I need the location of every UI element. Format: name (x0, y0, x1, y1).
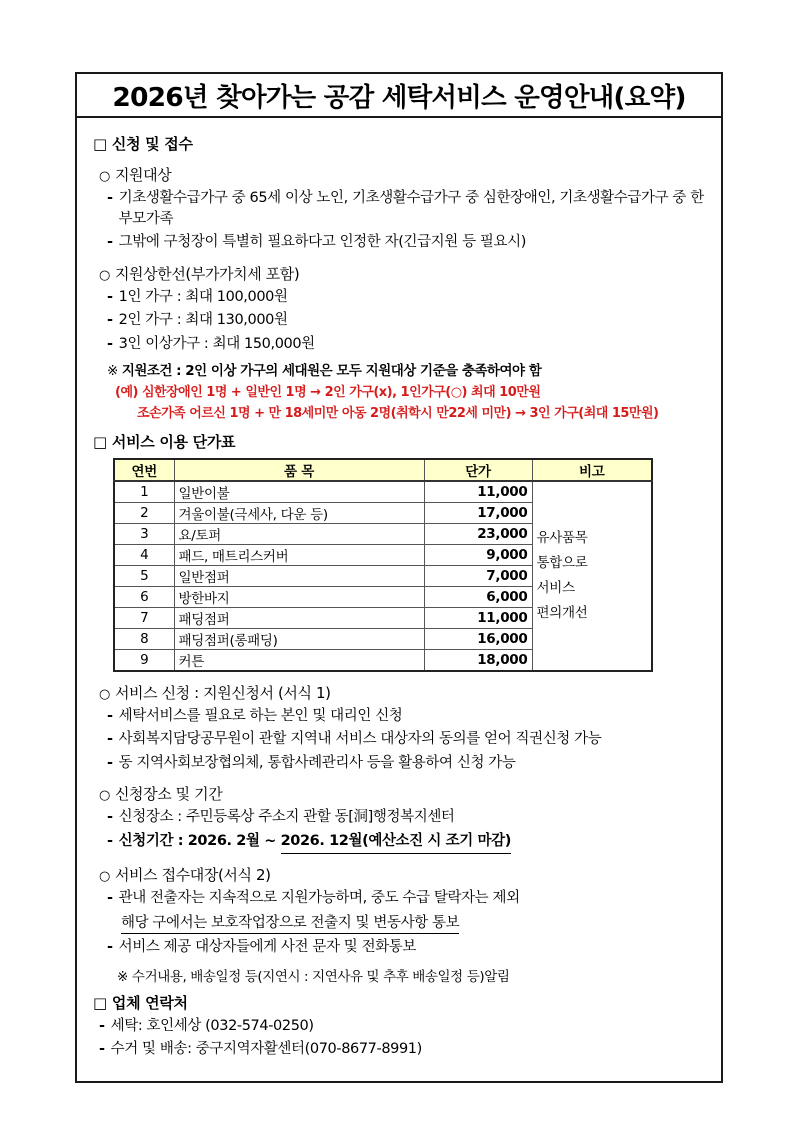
reception-note (117, 965, 705, 985)
list-item (107, 310, 705, 331)
column-header-price: 단가 (424, 459, 532, 481)
table-row (114, 481, 652, 503)
cell-item: 패드, 매트리스커버 (174, 544, 424, 565)
subsection-heading-place-period (99, 783, 705, 804)
cell-price: 11,000 (424, 607, 532, 628)
list-item-text: 동 지역사회보장협의체, 통합사례관리사 등을 활용하여 신청 가능 (118, 754, 516, 771)
dash-bullet-icon: - (107, 288, 113, 305)
square-bullet-icon: □ (93, 135, 107, 153)
cell-no: 1 (114, 481, 174, 503)
place-value: 주민등록상 주소지 관할 동[洞]행정복지센터 (185, 809, 455, 826)
reception-note-text: 수거내용, 배송일정 등(지연시 : 지연사유 및 추후 배송일정 등)알림 (131, 968, 510, 985)
contact-item (99, 1039, 705, 1060)
cell-no: 4 (114, 544, 174, 565)
contact-item-text: 세탁: 호인세상 (032-574-0250) (110, 1017, 314, 1034)
cell-price: 7,000 (424, 565, 532, 586)
list-item-text: 세탁서비스를 필요로 하는 본인 및 대리인 신청 (118, 707, 403, 724)
list-item-text: 1인 가구 : 최대 100,000원 (118, 288, 288, 305)
dash-bullet-icon: - (107, 707, 113, 724)
list-item-text: 기초생활수급가구 중 65세 이상 노인, 기초생활수급가구 중 심한장애인, 기초생활수급가구 중 한부모가족 (118, 190, 704, 227)
list-item-text: 그밖에 구청장이 특별히 필요하다고 인정한 자(긴급지원 등 필요시) (118, 234, 526, 251)
list-item (107, 232, 705, 253)
cell-price: 11,000 (424, 481, 532, 503)
cell-note-merged (532, 481, 652, 671)
cell-no: 9 (114, 649, 174, 671)
cell-no: 5 (114, 565, 174, 586)
period-text (119, 831, 705, 854)
square-bullet-icon: □ (93, 993, 107, 1012)
cell-item: 패딩점퍼 (174, 607, 424, 628)
note-line-1: 유사품목 (536, 529, 588, 546)
list-item-period (107, 831, 705, 854)
cell-no: 7 (114, 607, 174, 628)
cell-no: 8 (114, 628, 174, 649)
cell-price: 9,000 (424, 544, 532, 565)
dash-bullet-icon: - (107, 190, 113, 206)
dash-bullet-icon: - (107, 833, 113, 850)
dash-bullet-icon: - (99, 1041, 105, 1058)
section-heading-contacts (93, 992, 705, 1013)
dash-bullet-icon: - (107, 234, 113, 251)
document-body (77, 118, 721, 1060)
section-heading-price-table (93, 431, 705, 452)
note-line-4: 편의개선 (536, 604, 588, 621)
subsection-heading-limit-label: 지원상한선(부가가치세 포함) (114, 264, 300, 283)
cell-price: 18,000 (424, 649, 532, 671)
cell-no: 6 (114, 586, 174, 607)
cell-item: 일반점퍼 (174, 565, 424, 586)
price-table-wrapper (113, 458, 705, 672)
cell-price: 23,000 (424, 523, 532, 544)
section-heading-price-table-label: 서비스 이용 단가표 (111, 432, 236, 451)
dash-bullet-icon: - (107, 939, 113, 956)
document-frame (75, 72, 723, 1083)
list-item-text: 관내 전출자는 지속적으로 지원가능하며, 중도 수급 탈락자는 제외 (118, 889, 520, 906)
reception-sub-note (121, 911, 705, 934)
list-item (107, 753, 705, 774)
limit-example-block (115, 383, 705, 423)
reception-sub-note-text: 해당 구에서는 보호작업장으로 전출지 및 변동사항 통보 (121, 911, 459, 934)
price-table (113, 458, 653, 672)
dash-bullet-icon: - (107, 335, 113, 352)
list-item (107, 807, 705, 828)
list-item-text (119, 807, 705, 828)
dash-bullet-icon: - (107, 809, 113, 826)
reference-mark-icon: ※ (117, 968, 128, 985)
subsection-heading-place-period-label: 신청장소 및 기간 (114, 785, 223, 804)
document-title-bar (77, 74, 721, 118)
table-header-row (114, 459, 652, 481)
cell-no: 3 (114, 523, 174, 544)
note-line-3: 서비스 (536, 579, 575, 596)
list-item-text: 서비스 제공 대상자들에게 사전 문자 및 전화통보 (118, 939, 417, 956)
subsection-heading-reception (99, 864, 705, 885)
subsection-heading-limit (99, 263, 705, 284)
subsection-heading-target (99, 164, 705, 185)
list-item (107, 188, 705, 229)
circle-bullet-icon: ○ (99, 788, 110, 804)
dash-bullet-icon: - (107, 731, 113, 748)
cell-item: 일반이불 (174, 481, 424, 503)
cell-price: 16,000 (424, 628, 532, 649)
dash-bullet-icon: - (107, 312, 113, 329)
circle-bullet-icon: ○ (99, 686, 110, 702)
period-prefix: 신청기간 : 2026. 2월 ~ (118, 833, 281, 850)
list-item (107, 729, 705, 750)
circle-bullet-icon: ○ (99, 169, 110, 184)
column-header-note: 비고 (532, 459, 652, 481)
cell-item: 방한바지 (174, 586, 424, 607)
note-line-2: 통합으로 (536, 554, 588, 571)
circle-bullet-icon: ○ (99, 267, 110, 283)
list-item-text: 3인 이상가구 : 최대 150,000원 (118, 335, 315, 352)
circle-bullet-icon: ○ (99, 868, 110, 884)
subsection-heading-service-request (99, 682, 705, 703)
limit-example-line-2: 조손가족 어르신 1명 + 만 18세미만 아동 2명(취학시 만22세 미만) → 3인 가구(최대 15만원) (137, 405, 659, 421)
column-header-no: 연번 (114, 459, 174, 481)
list-item (107, 888, 705, 909)
subsection-heading-target-label: 지원대상 (114, 166, 172, 184)
column-header-item: 품 목 (174, 459, 424, 481)
page-title: 2026년 찾아가는 공감 세탁서비스 운영안내(요약) (112, 82, 686, 113)
limit-condition-text: 지원조건 : 2인 이상 가구의 세대원은 모두 지원대상 기준을 충족하여야 함 (121, 363, 542, 380)
list-item-text: 사회복지담당공무원이 관할 지역내 서비스 대상자의 동의를 얻어 직권신청 가능 (118, 731, 602, 748)
limit-example-line-1: (예) 심한장애인 1명 + 일반인 1명 → 2인 가구(x), 1인가구(○) 최대 10만원 (115, 385, 541, 401)
section-heading-application-label: 신청 및 접수 (111, 135, 193, 153)
cell-item: 패딩점퍼(롱패딩) (174, 628, 424, 649)
cell-price: 17,000 (424, 502, 532, 523)
contact-item (99, 1016, 705, 1037)
dash-bullet-icon: - (107, 889, 113, 906)
dash-bullet-icon: - (99, 1017, 105, 1034)
subsection-heading-service-request-label: 서비스 신청 : 지원신청서 (서식 1) (114, 683, 331, 702)
square-bullet-icon: □ (93, 432, 107, 451)
list-item (107, 334, 705, 355)
dash-bullet-icon: - (107, 754, 113, 771)
limit-condition-note (107, 359, 705, 379)
subsection-heading-reception-label: 서비스 접수대장(서식 2) (114, 865, 271, 884)
list-item-text: 2인 가구 : 최대 130,000원 (118, 312, 288, 329)
section-heading-contacts-label: 업체 연락처 (111, 993, 188, 1012)
cell-no: 2 (114, 502, 174, 523)
list-item (107, 706, 705, 727)
cell-price: 6,000 (424, 586, 532, 607)
place-label: 신청장소 : (118, 809, 186, 826)
reference-mark-icon: ※ (107, 363, 118, 380)
cell-item: 겨울이불(극세사, 다운 등) (174, 502, 424, 523)
cell-item: 커튼 (174, 649, 424, 671)
list-item (107, 937, 705, 958)
contact-item-text: 수거 및 배송: 중구지역자활센터(070-8677-8991) (110, 1041, 422, 1058)
section-heading-application (93, 133, 705, 154)
period-suffix: 2026. 12월(예산소진 시 조기 마감) (281, 831, 511, 854)
list-item (107, 287, 705, 308)
cell-item: 요/토퍼 (174, 523, 424, 544)
